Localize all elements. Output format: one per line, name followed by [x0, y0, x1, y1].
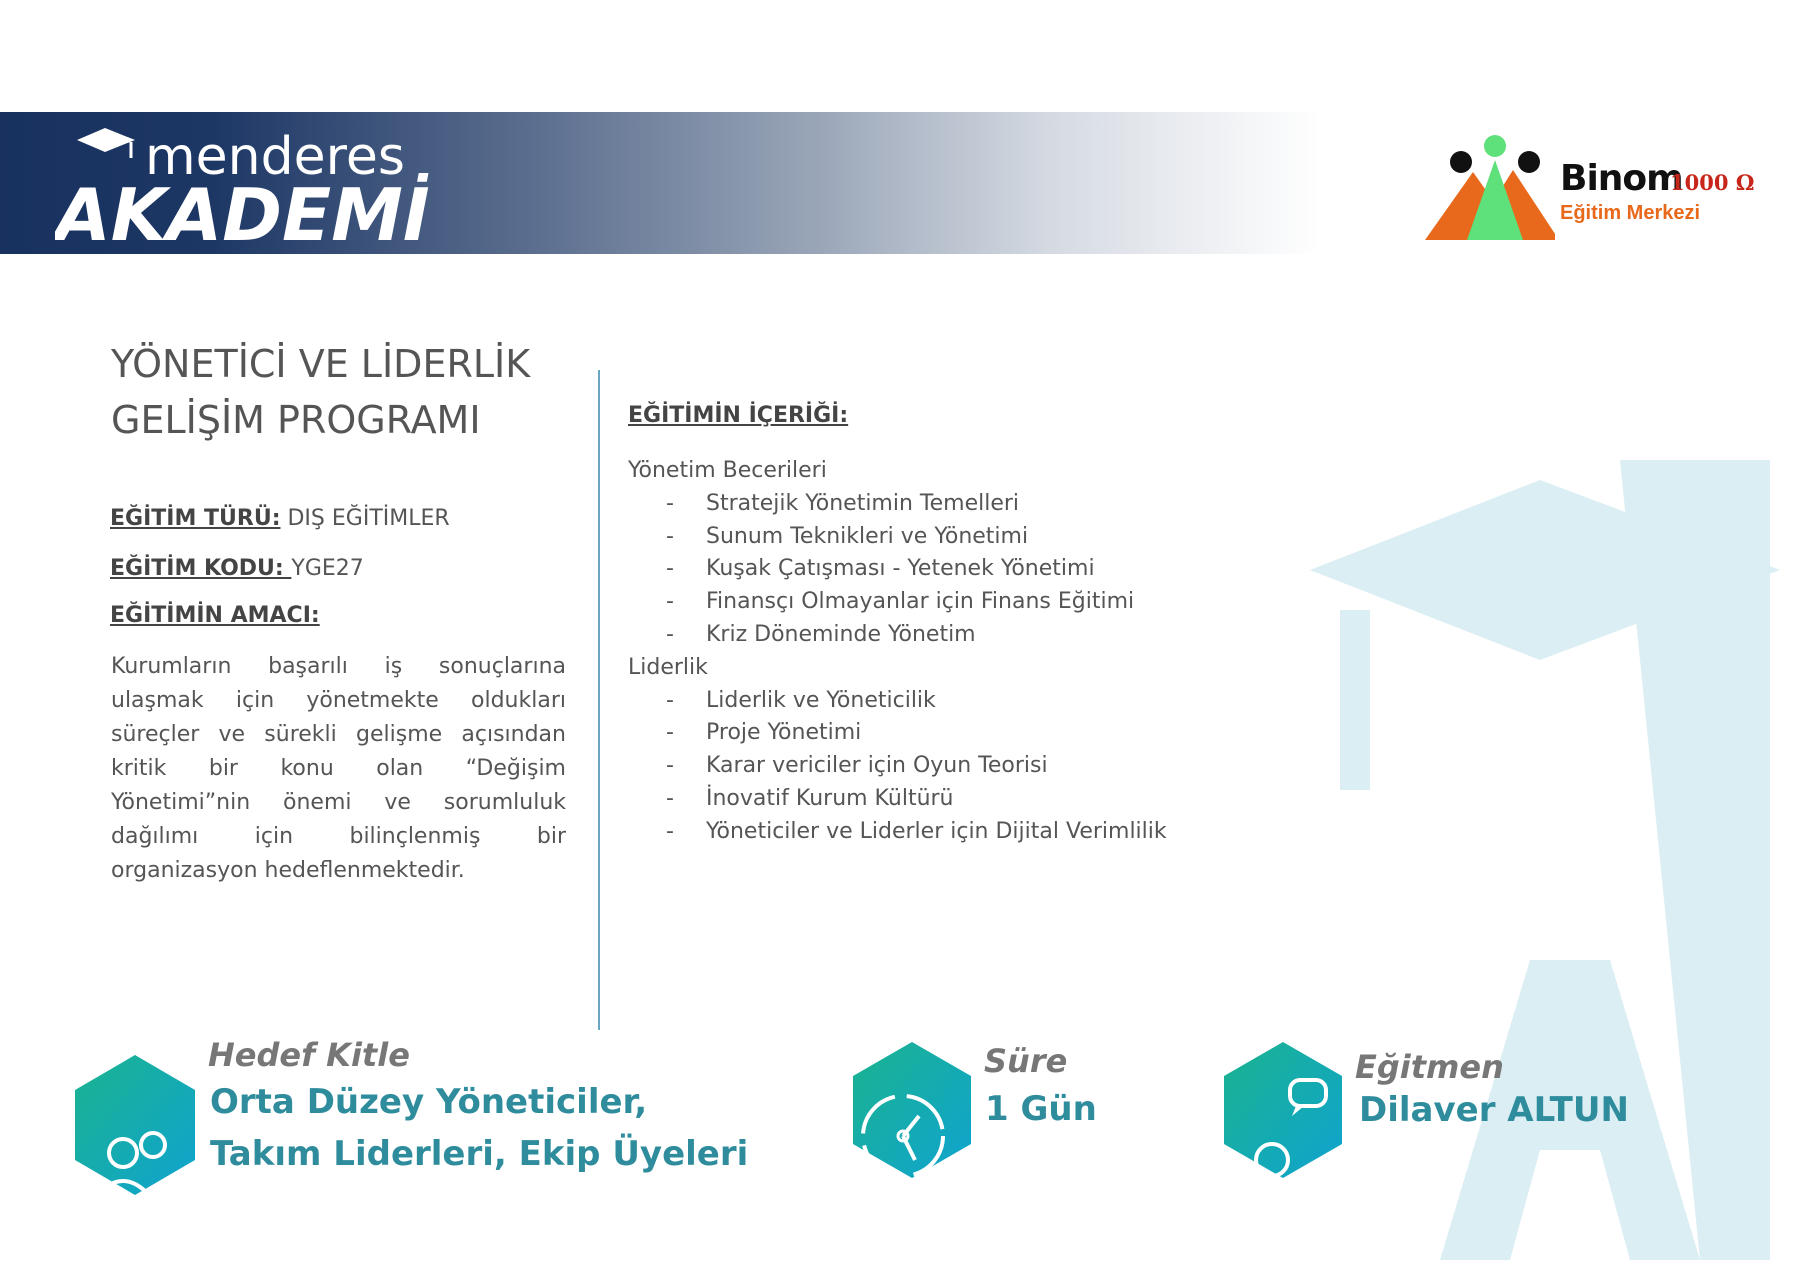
column-divider — [598, 370, 600, 1030]
list-item: - Kuşak Çatışması - Yetenek Yönetimi — [666, 556, 1095, 582]
training-purpose-heading: EĞİTİMİN AMACI: — [110, 603, 320, 628]
menderes-akademi-logo — [55, 122, 445, 250]
training-code: EĞİTİM KODU: YGE27 — [110, 556, 364, 581]
content-list — [628, 455, 1167, 849]
akademi-watermark — [1300, 460, 1780, 1260]
list-item: - Finansçı Olmayanlar için Finans Eğitimi — [666, 589, 1135, 615]
clock-icon — [853, 1042, 971, 1178]
binom-logo — [1425, 132, 1765, 248]
trainer-value: Dilaver ALTUN — [1359, 1090, 1629, 1130]
list-item: - Liderlik ve Yöneticilik — [666, 687, 936, 713]
list-item: - Karar vericiler için Oyun Teorisi — [666, 753, 1048, 779]
content-heading: EĞİTİMİN İÇERİĞİ: — [628, 403, 849, 428]
training-purpose-text: Kurumların başarılı iş sonuçlarına ulaşmak için yönetmekte oldukları süreçler ve sürekli gelişme açısından kritik bir konu olan “Değişim Yönetimi”nin önemi ve sorumluluk dağılımı için bilinçlenmiş bir organizasyon hedeflenmektedir. — [111, 654, 566, 883]
group-title: Liderlik — [628, 654, 708, 680]
svg-text:AKADEMİ: AKADEMİ — [55, 173, 430, 250]
audience-icon — [75, 1055, 195, 1195]
duration-value: 1 Gün — [985, 1089, 1097, 1129]
chat-bubble-icon — [1224, 1042, 1342, 1178]
graduation-cap-icon — [77, 128, 135, 152]
trainer-label: Eğitmen — [1355, 1048, 1504, 1086]
training-type: EĞİTİM TÜRÜ: DIŞ EĞİTİMLER — [110, 506, 450, 531]
svg-text:menderes: menderes — [145, 127, 405, 187]
list-item: - İnovatif Kurum Kültürü — [666, 785, 954, 811]
partner-name: Binom — [1560, 158, 1683, 199]
partner-subtitle: Eğitim Merkezi — [1560, 202, 1701, 224]
audience-label: Hedef Kitle — [208, 1036, 410, 1074]
list-item: - Proje Yönetimi — [666, 720, 862, 746]
group-title: Yönetim Becerileri — [628, 458, 827, 483]
partner-ohm: 1000 Ω — [1670, 170, 1755, 195]
list-item: - Stratejik Yönetimin Temelleri — [666, 490, 1020, 516]
duration-label: Süre — [984, 1042, 1068, 1080]
list-item: - Sunum Teknikleri ve Yönetimi — [666, 523, 1029, 549]
list-item: - Kriz Döneminde Yönetim — [666, 621, 976, 647]
page-title: YÖNETİCİ VE LİDERLİK GELİŞİM PROGRAMI — [111, 342, 531, 442]
list-item: - Yöneticiler ve Liderler için Dijital Verimlilik — [666, 818, 1167, 844]
audience-value: Orta Düzey Yöneticiler, Takım Liderleri, Ekip Üyeleri — [210, 1082, 749, 1174]
